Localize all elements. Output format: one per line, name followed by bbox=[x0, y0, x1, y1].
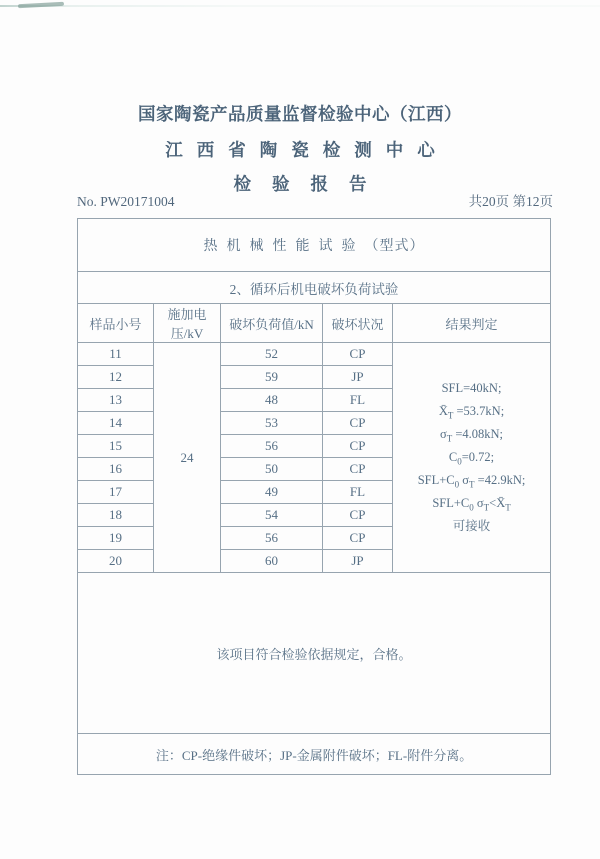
load-cell: 54 bbox=[221, 504, 323, 527]
load-cell: 48 bbox=[221, 389, 323, 412]
sample-id-cell: 20 bbox=[78, 550, 154, 573]
organization-name: 国家陶瓷产品质量监督检验中心（江西） bbox=[138, 104, 462, 124]
scan-artifact-corner-mark bbox=[18, 2, 64, 8]
result-judgement-cell bbox=[393, 343, 551, 573]
col-header-sample-id: 样品小号 bbox=[78, 304, 154, 343]
load-cell: 50 bbox=[221, 458, 323, 481]
sample-id-cell: 15 bbox=[78, 435, 154, 458]
sample-id-cell: 14 bbox=[78, 412, 154, 435]
load-cell: 60 bbox=[221, 550, 323, 573]
col-header-status: 破坏状况 bbox=[323, 304, 393, 343]
sample-id-cell: 17 bbox=[78, 481, 154, 504]
table-row bbox=[78, 343, 551, 366]
load-cell: 56 bbox=[221, 527, 323, 550]
load-cell: 59 bbox=[221, 366, 323, 389]
section-title-cell bbox=[78, 219, 551, 272]
status-cell: JP bbox=[323, 550, 393, 573]
load-cell: 52 bbox=[221, 343, 323, 366]
conclusion-cell: 该项目符合检验依据规定，合格。 bbox=[78, 573, 551, 734]
load-cell: 49 bbox=[221, 481, 323, 504]
col-header-voltage: 施加电压/kV bbox=[154, 304, 221, 343]
sample-id-cell: 11 bbox=[78, 343, 154, 366]
status-cell: FL bbox=[323, 481, 393, 504]
load-cell: 53 bbox=[221, 412, 323, 435]
result-line: $\sigma_T =4.08kN$; bbox=[439, 427, 504, 444]
conclusion-row bbox=[78, 573, 551, 734]
report-header bbox=[0, 101, 600, 196]
section-title-suffix-text: （型式） bbox=[364, 239, 425, 254]
note-row bbox=[78, 734, 551, 775]
report-info-row bbox=[77, 190, 553, 210]
status-cell: FL bbox=[323, 389, 393, 412]
sample-id-cell: 12 bbox=[78, 366, 154, 389]
report-number: No. PW20171004 bbox=[77, 194, 175, 209]
sample-id-cell: 13 bbox=[78, 389, 154, 412]
status-cell: CP bbox=[323, 412, 393, 435]
page-indicator: 共20页 第12页 bbox=[468, 194, 553, 209]
result-line: $SFL+C_0$ $\sigma_T =42.9kN$; bbox=[417, 472, 526, 490]
status-cell: CP bbox=[323, 527, 393, 550]
table-header-row bbox=[78, 304, 551, 343]
load-cell: 56 bbox=[221, 435, 323, 458]
status-cell: CP bbox=[323, 343, 393, 366]
voltage-cell: 24 bbox=[154, 343, 221, 573]
result-line: SFL=40kN; bbox=[441, 381, 502, 396]
status-cell: CP bbox=[323, 458, 393, 481]
test-results-table bbox=[77, 218, 551, 775]
center-name: 江西省陶瓷检测中心 bbox=[165, 140, 449, 160]
result-line: $C_0=0.72$; bbox=[448, 450, 495, 467]
section-title-row bbox=[78, 219, 551, 272]
sample-id-cell: 19 bbox=[78, 527, 154, 550]
document-title: 检验报告 bbox=[233, 174, 388, 194]
note-cell: 注：CP-绝缘件破坏；JP-金属附件破坏；FL-附件分离。 bbox=[78, 734, 551, 775]
result-line: $SFL+C_0$ $\sigma_T<X̄_T$ bbox=[432, 495, 511, 513]
sample-id-cell: 16 bbox=[78, 458, 154, 481]
status-cell: CP bbox=[323, 504, 393, 527]
result-line: $X̄_T =53.7kN$; bbox=[438, 404, 505, 421]
status-cell: JP bbox=[323, 366, 393, 389]
status-cell: CP bbox=[323, 435, 393, 458]
col-header-load: 破坏负荷值/kN bbox=[221, 304, 323, 343]
col-header-result: 结果判定 bbox=[393, 304, 551, 343]
sample-id-cell: 18 bbox=[78, 504, 154, 527]
result-line: 可接收 bbox=[452, 518, 491, 533]
scan-artifact-top-line bbox=[0, 5, 600, 7]
subsection-title-cell: 2、循环后机电破坏负荷试验 bbox=[78, 272, 551, 304]
section-title-text: 热机械性能试验 bbox=[203, 239, 365, 254]
subsection-title-row bbox=[78, 272, 551, 304]
